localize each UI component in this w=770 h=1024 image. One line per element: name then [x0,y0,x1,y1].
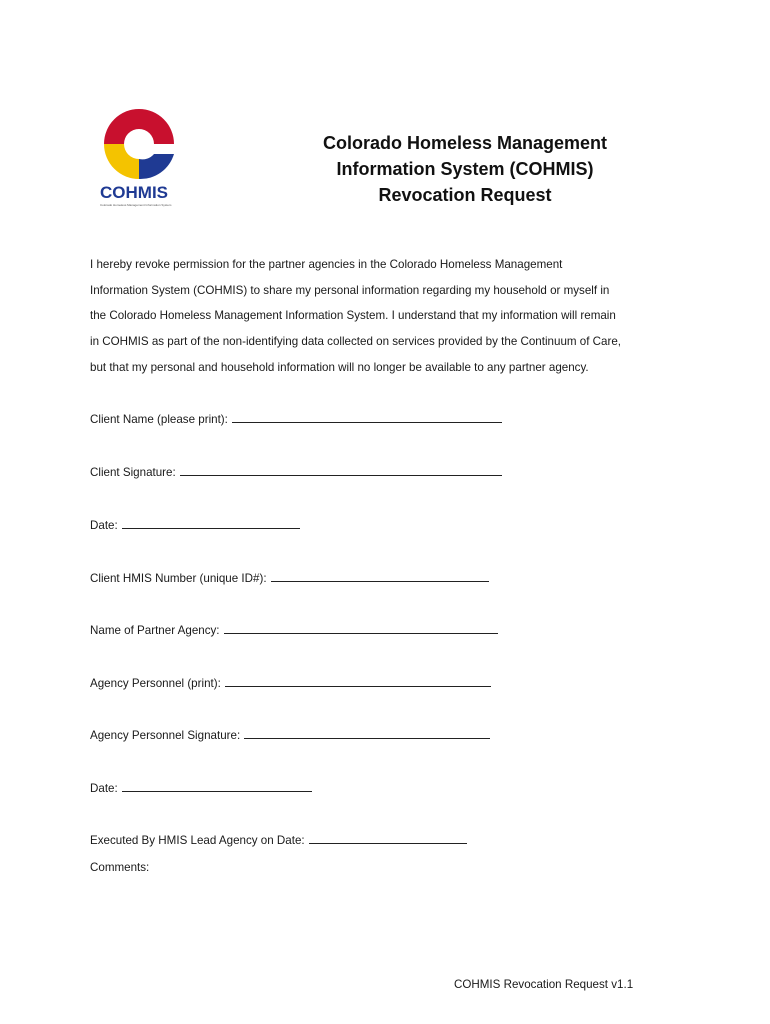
date-label-1: Date: [90,519,118,532]
title-line-2: Information System (COHMIS) [336,159,594,179]
agency-personnel-signature-label: Agency Personnel Signature: [90,729,241,742]
client-name-field [90,410,502,426]
statement-line: Information System (COHMIS) to share my personal information regarding my household or myself in [90,283,610,297]
agency-personnel-print-input-line[interactable] [225,674,491,687]
executed-by-field [90,831,467,847]
statement-line: I hereby revoke permission for the partner agencies in the Colorado Homeless Management [90,258,563,271]
client-signature-label: Client Signature: [90,466,176,479]
statement-line: but that my personal and household information will no longer be available to any partner agency. [90,360,589,374]
client-signature-field [90,463,502,479]
footer-version: COHMIS Revocation Request v1.1 [454,978,634,991]
logo-tagline: Colorado Homeless Management Information System [100,203,172,207]
executed-by-input-line[interactable] [309,831,467,844]
client-name-input-line[interactable] [232,410,502,423]
partner-agency-label: Name of Partner Agency: [90,624,220,637]
comments-field [90,861,149,874]
date-input-line-1[interactable] [122,516,300,529]
page-title [290,130,640,208]
comments-label: Comments: [90,861,150,874]
partner-agency-field [90,621,498,637]
agency-personnel-print-label: Agency Personnel (print): [90,677,221,690]
date-label-2: Date: [90,782,118,795]
executed-by-label: Executed By HMIS Lead Agency on Date: [90,834,305,847]
client-signature-input-line[interactable] [180,463,502,476]
agency-personnel-print-field [90,674,491,690]
cohmis-logo [98,102,180,208]
statement-line: the Colorado Homeless Management Information System. I understand that my information will remain [90,309,616,323]
client-hmis-number-field [90,569,489,585]
partner-agency-input-line[interactable] [224,621,498,634]
client-hmis-number-input-line[interactable] [271,569,489,582]
statement-line: in COHMIS as part of the non-identifying data collected on services provided by the Continuum of Care, [90,335,622,349]
date-field-2 [90,779,312,795]
date-field-1 [90,516,300,532]
client-name-label: Client Name (please print): [90,413,228,426]
title-line-3: Revocation Request [378,185,552,205]
logo-text: COHMIS [100,183,168,202]
client-hmis-number-label: Client HMIS Number (unique ID#): [90,572,267,585]
agency-personnel-signature-input-line[interactable] [244,726,490,739]
revocation-statement [90,252,690,381]
date-input-line-2[interactable] [122,779,312,792]
title-line-1: Colorado Homeless Management [322,133,608,153]
cohmis-logo-mark [98,102,180,208]
agency-personnel-signature-field [90,726,490,742]
